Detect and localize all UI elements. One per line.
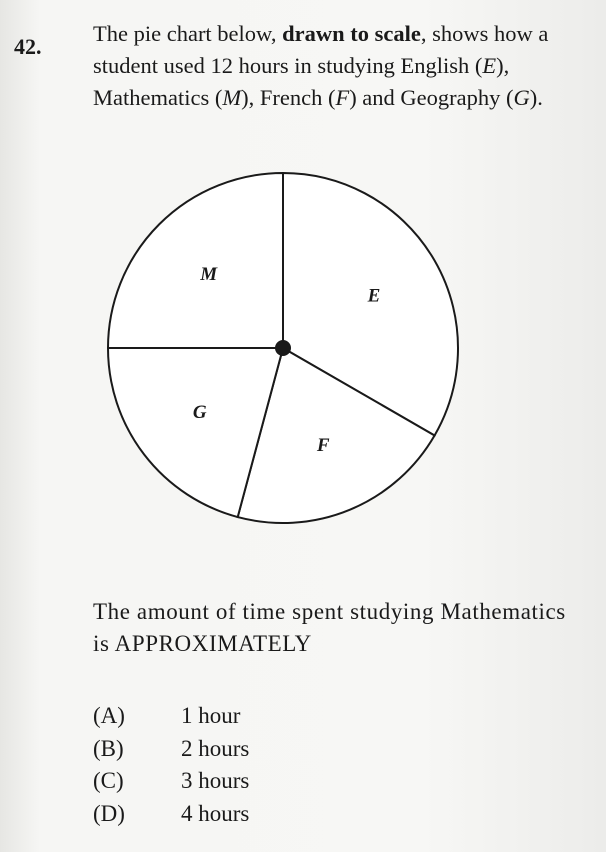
question-prompt: The amount of time spent studying Mathematics is APPROXIMATELY <box>93 599 566 656</box>
option-text: 2 hours <box>181 735 250 761</box>
option-a[interactable] <box>93 700 249 733</box>
pie-label-m: M <box>200 263 218 285</box>
answer-options <box>93 700 249 830</box>
option-text: 1 hour <box>181 703 241 729</box>
pie-center-dot <box>275 340 291 356</box>
option-c[interactable] <box>93 765 249 798</box>
option-letter: (D) <box>93 800 125 826</box>
option-d[interactable] <box>93 798 249 831</box>
pie-slice-m <box>108 173 283 348</box>
pie-label-e: E <box>367 285 381 307</box>
pie-label-g: G <box>192 401 207 423</box>
option-letter: (A) <box>93 703 125 729</box>
option-b[interactable] <box>93 733 249 766</box>
question-stem: The pie chart below, drawn to scale, shows how a student used 12 hours in studying English (E), Mathematics (M), French (F) and Geography (G). <box>93 21 549 110</box>
option-letter: (C) <box>93 768 124 794</box>
question-number: 42. <box>14 34 42 59</box>
pie-label-f: F <box>316 435 330 457</box>
option-text: 3 hours <box>181 768 250 794</box>
option-text: 4 hours <box>181 800 250 826</box>
emphasis-drawn-to-scale: drawn to scale <box>282 21 421 46</box>
option-letter: (B) <box>93 735 124 761</box>
